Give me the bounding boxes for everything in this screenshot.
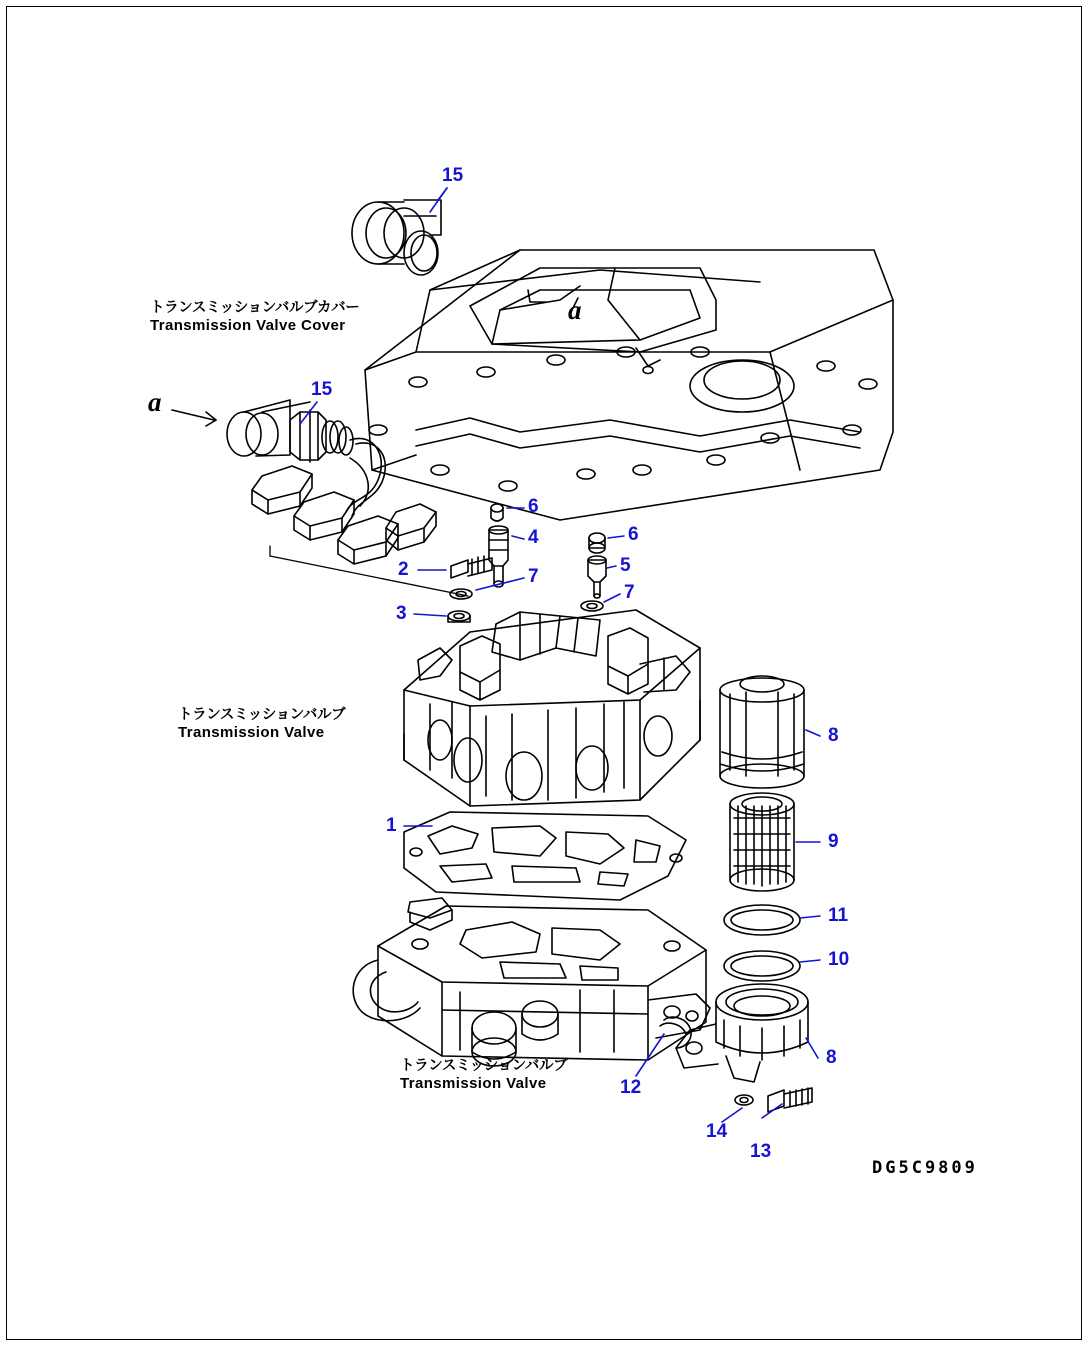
callout-item-11: 11 [828, 905, 849, 926]
caption-valve-lower-en: Transmission Valve [400, 1075, 547, 1093]
caption-transmission-valve-lower [400, 1058, 567, 1093]
caption-cover-en: Transmission Valve Cover [150, 317, 346, 335]
seal-ring-top-group [352, 200, 441, 275]
callout-item-14: 14 [706, 1121, 728, 1142]
drawing-code: DG5C9809 [872, 1158, 978, 1178]
callout-item-5: 5 [620, 555, 631, 576]
callout-item-8-upper: 8 [828, 725, 839, 746]
callout-item-8-lower: 8 [826, 1047, 837, 1068]
callout-item-15-top: 15 [442, 165, 464, 186]
valve-gasket-plate [404, 812, 686, 900]
caption-transmission-valve-upper [178, 707, 345, 742]
callout-item-13: 13 [750, 1141, 772, 1162]
transmission-valve-cover-body [365, 250, 893, 520]
callout-item-6-right: 6 [628, 524, 639, 545]
transmission-valve-lower-body [353, 898, 710, 1066]
small-fasteners-group [448, 504, 606, 622]
callout-item-1: 1 [386, 815, 397, 836]
callout-item-7-right: 7 [624, 582, 635, 603]
callout-item-2: 2 [398, 559, 409, 580]
caption-valve-upper-en: Transmission Valve [178, 724, 325, 742]
caption-cover-jp: トランスミッションバルブカバー [150, 300, 360, 316]
callout-item-10: 10 [828, 949, 850, 970]
oil-filter-assembly [660, 676, 812, 1112]
callout-item-3: 3 [396, 603, 407, 624]
callout-item-12: 12 [620, 1077, 642, 1098]
caption-valve-lower-jp: トランスミッションバルブ [400, 1058, 568, 1074]
callout-item-6-upper: 6 [528, 496, 539, 517]
callout-item-4: 4 [528, 527, 539, 548]
solenoid-harness-assembly [227, 400, 468, 596]
callout-item-7-left: 7 [528, 566, 539, 587]
section-marker-a-left: a [148, 387, 162, 417]
callout-item-15-left: 15 [311, 379, 333, 400]
caption-valve-upper-jp: トランスミッションバルブ [178, 707, 346, 723]
caption-transmission-valve-cover [150, 300, 359, 335]
callout-item-9: 9 [828, 831, 839, 852]
section-marker-a-cover: a [568, 295, 582, 325]
transmission-valve-upper-body [404, 610, 700, 806]
